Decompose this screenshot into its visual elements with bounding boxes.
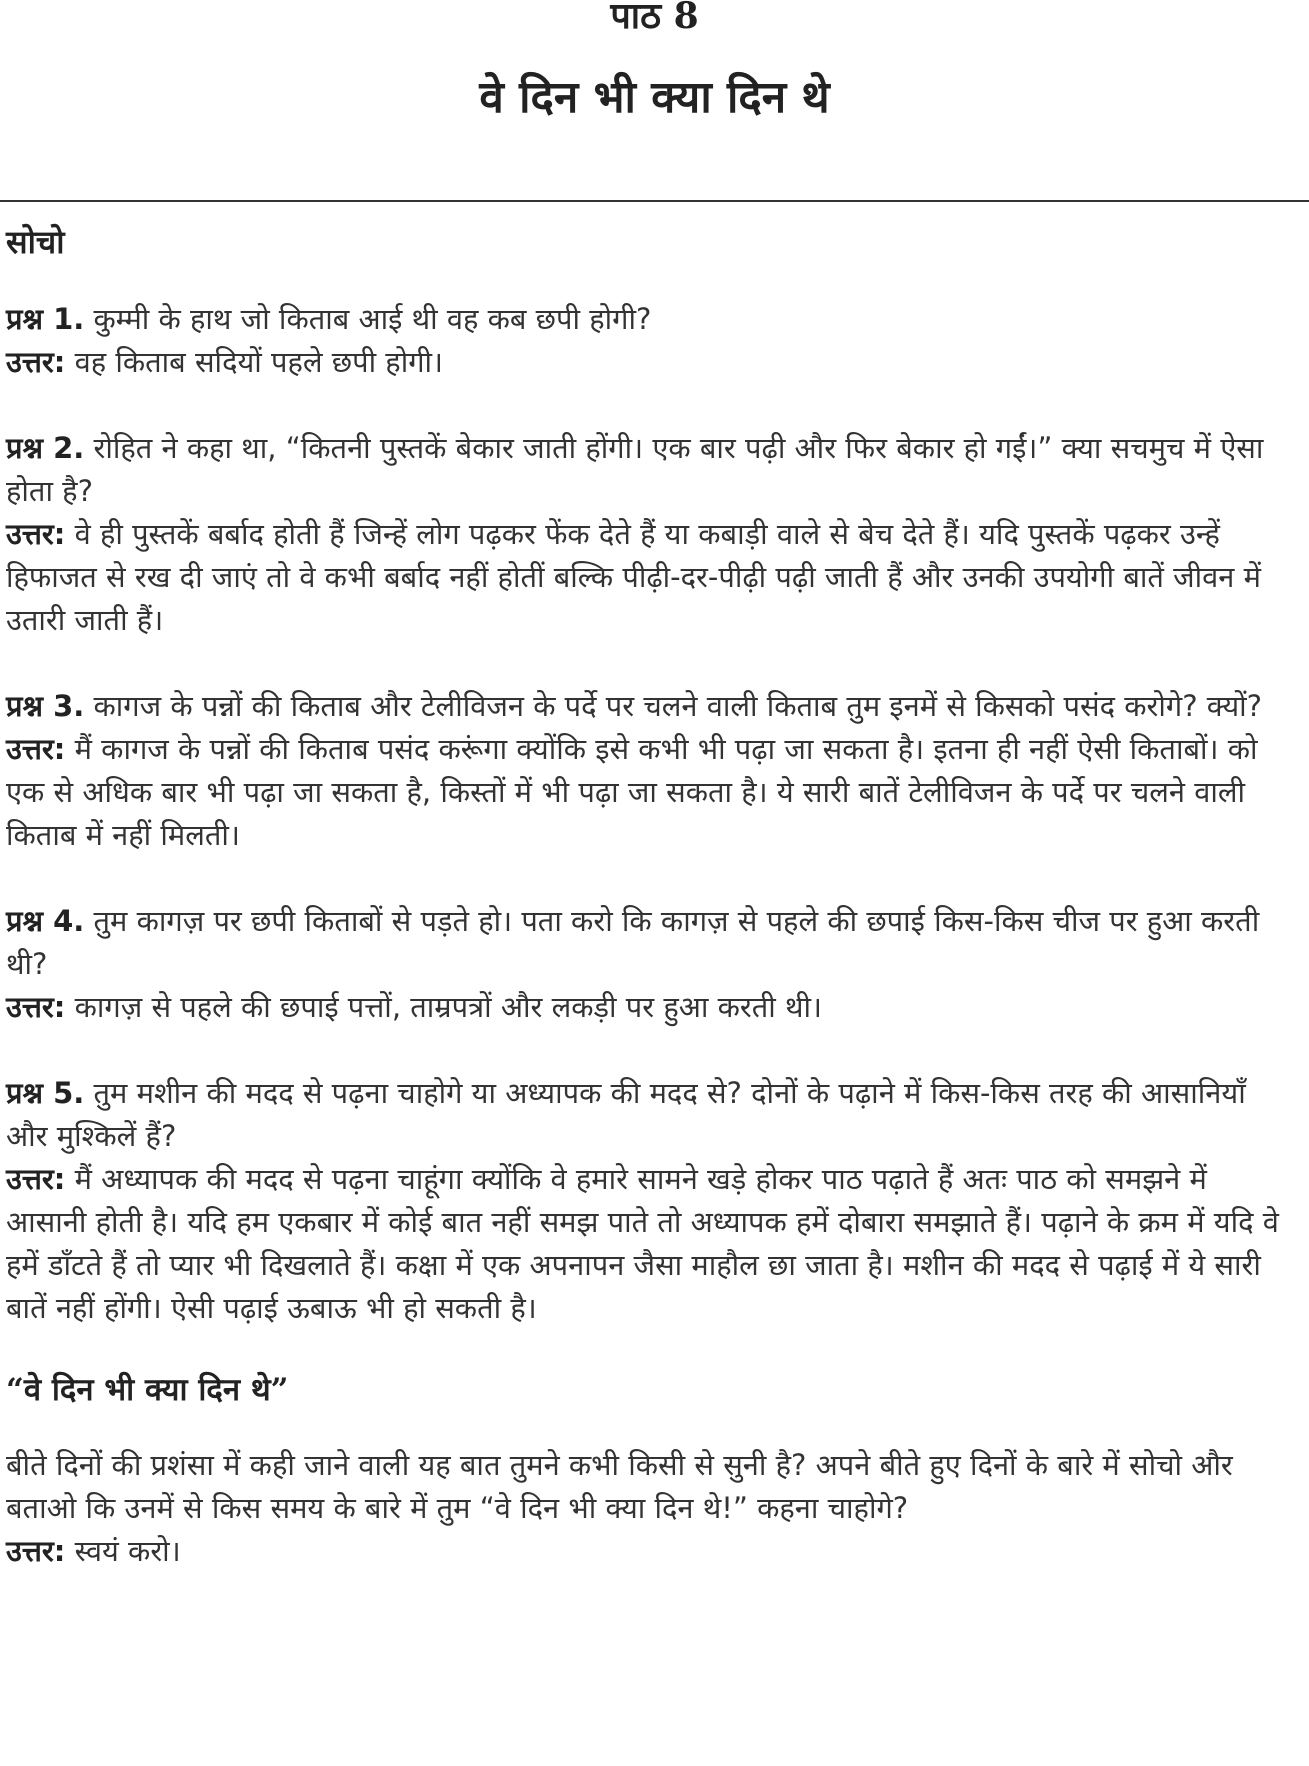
question-label: प्रश्न 1.: [6, 302, 85, 336]
question-1: [6, 298, 1296, 341]
answer-text: कागज़ से पहले की छपाई पत्तों, ताम्रपत्रों और लकड़ी पर हुआ करती थी।: [74, 990, 823, 1024]
answer-label: उत्तर:: [6, 517, 66, 551]
section-title: सोचो: [6, 223, 65, 261]
lesson-number: पाठ 8: [610, 0, 699, 37]
answer-2: [6, 513, 1296, 642]
page-content: [6, 220, 1296, 1573]
answer-text: मैं अध्यापक की मदद से पढ़ना चाहूंगा क्योंकि वे हमारे सामने खड़े होकर पाठ पढ़ाते हैं अतः पाठ को समझने में आसानी होती है। यदि हम एकबार में कोई बात नहीं समझ पाते तो अध्यापक हमें दोबारा समझाते हैं। पढ़ाने के क्रम में यदि वे हमें डाँटते हैं तो प्यार भी दिखलाते हैं। कक्षा में एक अपनापन जैसा माहौल छा जाता है। मशीन की मदद से पढ़ाई में ये सारी बातें नहीं होंगी। ऐसी पढ़ाई ऊबाऊ भी हो सकती है।: [6, 1162, 1279, 1325]
answer-text: मैं कागज के पन्नों की किताब पसंद करूंगा क्योंकि इसे कभी भी पढ़ा जा सकता है। इतना ही नहीं ऐसी किताबों। को एक से अधिक बार भी पढ़ा जा सकता है, किस्तों में भी पढ़ा जा सकता है। ये सारी बातें टेलीविजन के पर्दे पर चलने वाली किताब में नहीं मिलती।: [6, 732, 1258, 852]
answer-5: [6, 1158, 1296, 1330]
answer-label: उत्तर:: [6, 345, 66, 379]
answer-label: उत्तर:: [6, 1534, 66, 1568]
question-text: रोहित ने कहा था, “कितनी पुस्तकें बेकार जाती होंगी। एक बार पढ़ी और फिर बेकार हो गईं।” क्या सचमुच में ऐसा होता है?: [6, 431, 1264, 508]
question-text: तुम कागज़ पर छपी किताबों से पड़ते हो। पता करो कि कागज़ से पहले की छपाई किस-किस चीज पर हुआ करती थी?: [6, 904, 1260, 981]
answer-label: उत्तर:: [6, 990, 66, 1024]
question-label: प्रश्न 3.: [6, 689, 85, 723]
quote-section-answer: [6, 1530, 1296, 1573]
question-text: कागज के पन्नों की किताब और टेलीविजन के पर्दे पर चलने वाली किताब तुम इनमें से किसको पसंद करोगे? क्यों?: [93, 689, 1263, 723]
question-2: [6, 427, 1296, 513]
question-label: प्रश्न 5.: [6, 1076, 85, 1110]
question-block-1: [6, 298, 1296, 384]
lesson-title: वे दिन भी क्या दिन थे: [479, 72, 830, 123]
question-block-5: [6, 1072, 1296, 1330]
answer-text: वे ही पुस्तकें बर्बाद होती हैं जिन्हें लोग पढ़कर फेंक देते हैं या कबाड़ी वाले से बेच देते हैं। यदि पुस्तकें पढ़कर उन्हें हिफाजत से रख दी जाएं तो वे कभी बर्बाद नहीं होतीं बल्कि पीढ़ी-दर-पीढ़ी पढ़ी जाती हैं और उनकी उपयोगी बातें जीवन में उतारी जाती हैं।: [6, 517, 1261, 637]
quote-section-paragraph: बीते दिनों की प्रशंसा में कही जाने वाली यह बात तुमने कभी किसी से सुनी है? अपने बीते हुए दिनों के बारे में सोचो और बताओ कि उनमें से किस समय के बारे में तुम “वे दिन भी क्या दिन थे!” कहना चाहोगे?: [6, 1448, 1233, 1525]
answer-4: [6, 986, 1296, 1029]
question-3: [6, 685, 1296, 728]
question-4: [6, 900, 1296, 986]
quote-section-block: [6, 1444, 1296, 1573]
question-label: प्रश्न 4.: [6, 904, 85, 938]
question-block-4: [6, 900, 1296, 1029]
question-5: [6, 1072, 1296, 1158]
answer-text: वह किताब सदियों पहले छपी होगी।: [74, 345, 444, 379]
question-label: प्रश्न 2.: [6, 431, 85, 465]
question-block-2: [6, 427, 1296, 642]
answer-3: [6, 728, 1296, 857]
answer-text: स्वयं करो।: [74, 1534, 181, 1568]
quote-section-title: “वे दिन भी क्या दिन थे”: [6, 1372, 289, 1408]
answer-1: [6, 341, 1296, 384]
header-divider: [0, 200, 1309, 202]
answer-label: उत्तर:: [6, 732, 66, 766]
answer-label: उत्तर:: [6, 1162, 66, 1196]
question-block-3: [6, 685, 1296, 857]
question-text: तुम मशीन की मदद से पढ़ना चाहोगे या अध्यापक की मदद से? दोनों के पढ़ाने में किस-किस तरह की आसानियाँ और मुश्किलें हैं?: [6, 1076, 1246, 1153]
question-text: कुम्मी के हाथ जो किताब आई थी वह कब छपी होगी?: [93, 302, 652, 336]
